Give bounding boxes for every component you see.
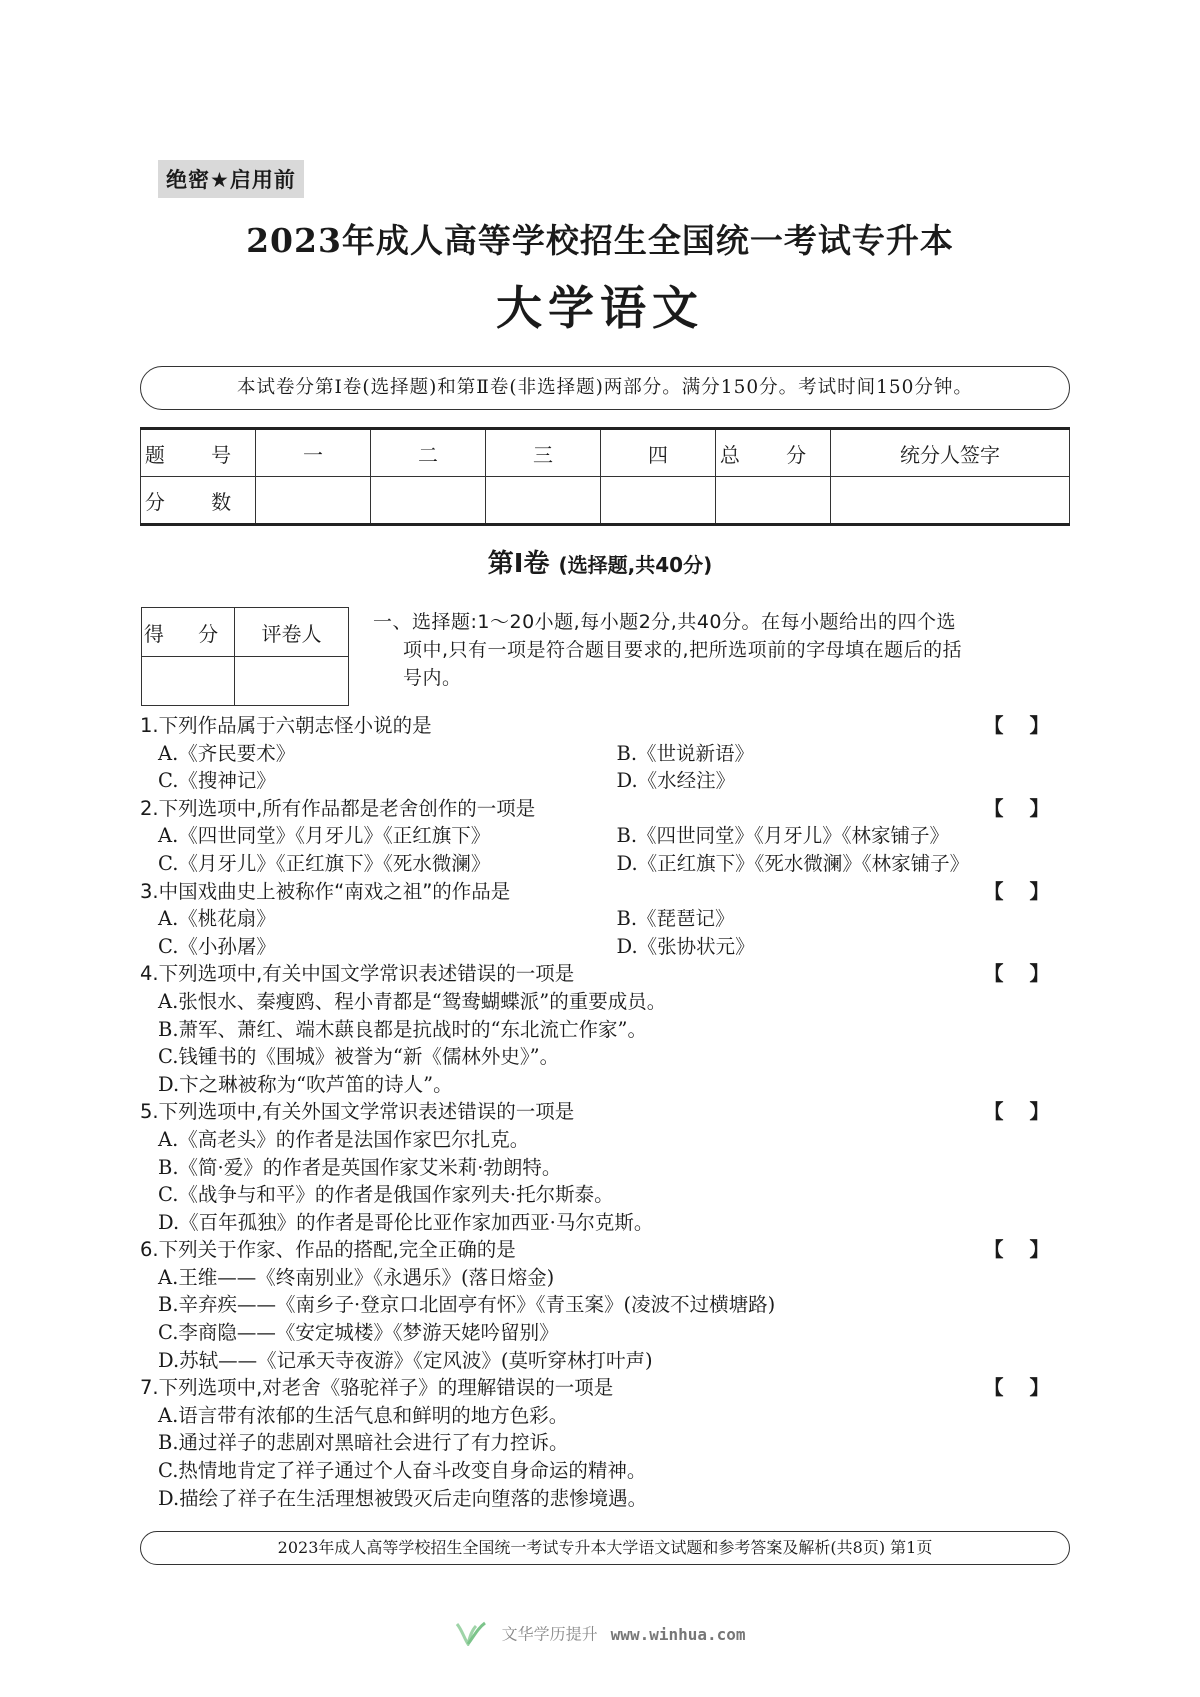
score-cell: 分 数 — [141, 477, 256, 525]
option: D.《百年孤独》的作者是哥伦比亚作家加西亚·马尔克斯。 — [158, 1210, 654, 1234]
question-item — [140, 878, 1075, 961]
answer-bracket[interactable]: 【】 — [983, 962, 1075, 986]
option: D.卞之琳被称为“吹芦笛的诗人”。 — [158, 1072, 453, 1096]
question-list — [140, 712, 1075, 1512]
question-stem: 4.下列选项中,有关中国文学常识表述错误的一项是 — [140, 962, 575, 986]
grader-score-label: 得 分 — [142, 608, 235, 657]
section-heading-line: 号内。 — [403, 667, 462, 689]
exam-instructions: 本试卷分第Ⅰ卷(选择题)和第Ⅱ卷(非选择题)两部分。满分150分。考试时间150分钟。 — [140, 366, 1070, 410]
part-title — [0, 543, 1200, 580]
option: A.《桃花扇》 — [158, 907, 276, 931]
option: A.《齐民要术》 — [158, 741, 296, 765]
score-entry-cell[interactable] — [371, 477, 486, 525]
option: D.苏轼——《记承天寺夜游》《定风波》(莫听穿林打叶声) — [158, 1348, 653, 1372]
question-item — [140, 712, 1075, 795]
option: C.《搜神记》 — [158, 769, 276, 793]
option: C.热情地肯定了祥子通过个人奋斗改变自身命运的精神。 — [158, 1459, 647, 1483]
section-heading-line: 一、选择题:1～20小题,每小题2分,共40分。在每小题给出的四个选 — [373, 611, 957, 633]
question-stem: 6.下列关于作家、作品的搭配,完全正确的是 — [140, 1238, 516, 1262]
answer-bracket[interactable]: 【】 — [983, 714, 1075, 737]
question-item — [140, 1236, 1075, 1374]
subject-title: 大学语文 — [496, 281, 704, 335]
question-item — [140, 960, 1075, 1098]
grader-score-entry[interactable] — [142, 657, 235, 706]
confidential-label: 绝密★启用前 — [158, 160, 304, 198]
page-footer: 2023年成人高等学校招生全国统一考试专升本大学语文试题和参考答案及解析(共8页) 第1页 — [140, 1531, 1070, 1565]
part-title-main: 第Ⅰ卷 — [487, 549, 550, 579]
exam-title: 2023年成人高等学校招生全国统一考试专升本 — [246, 221, 954, 260]
question-stem: 7.下列选项中,对老舍《骆驼祥子》的理解错误的一项是 — [140, 1376, 614, 1400]
option: D.《张协状元》 — [616, 934, 755, 958]
option: B.《四世同堂》《月牙儿》《林家铺子》 — [616, 824, 950, 848]
part-title-sub: (选择题,共40分) — [558, 553, 713, 577]
score-cell: 题 号 — [141, 429, 256, 477]
question-item — [140, 1098, 1075, 1236]
option: C.《战争与和平》的作者是俄国作家列夫·托尔斯泰。 — [158, 1183, 614, 1207]
grader-name-entry[interactable] — [235, 657, 349, 706]
option: D.描绘了祥子在生活理想被毁灭后走向堕落的悲惨境遇。 — [158, 1486, 648, 1510]
option: D.《正红旗下》《死水微澜》《林家铺子》 — [616, 851, 970, 875]
grader-name-label: 评卷人 — [235, 608, 349, 657]
score-cell: 总 分 — [716, 429, 831, 477]
answer-bracket[interactable]: 【】 — [983, 1238, 1075, 1262]
score-entry-cell[interactable] — [256, 477, 371, 525]
option: A.《四世同堂》《月牙儿》《正红旗下》 — [158, 824, 491, 848]
grader-table — [141, 607, 349, 706]
score-entry-cell[interactable] — [716, 477, 831, 525]
option: B.萧军、萧红、端木蕻良都是抗战时的“东北流亡作家”。 — [158, 1017, 647, 1041]
option: A.王维——《终南别业》《永遇乐》(落日熔金) — [158, 1265, 555, 1289]
score-table — [140, 427, 1070, 526]
question-item — [140, 1374, 1075, 1512]
option: C.李商隐——《安定城楼》《梦游天姥吟留别》 — [158, 1321, 559, 1345]
watermark-name: 文华学历提升 — [501, 1624, 598, 1644]
option: B.辛弃疾——《南乡子·登京口北固亭有怀》《青玉案》(凌波不过横塘路) — [158, 1293, 776, 1317]
score-entry-cell[interactable] — [601, 477, 716, 525]
score-cell: 三 — [486, 429, 601, 477]
answer-bracket[interactable]: 【】 — [983, 1100, 1075, 1124]
option: C.钱锺书的《围城》被誉为“新《儒林外史》”。 — [158, 1045, 560, 1069]
watermark — [0, 1620, 1200, 1650]
score-cell: 二 — [371, 429, 486, 477]
watermark-site[interactable]: www.winhua.com — [610, 1624, 746, 1644]
option: C.《月牙儿》《正红旗下》《死水微澜》 — [158, 851, 491, 875]
score-cell: 四 — [601, 429, 716, 477]
question-stem: 2.下列选项中,所有作品都是老舍创作的一项是 — [140, 796, 536, 820]
score-entry-cell[interactable] — [486, 477, 601, 525]
section-heading — [373, 608, 1073, 692]
answer-bracket[interactable]: 【】 — [983, 1376, 1075, 1400]
question-stem: 1.下列作品属于六朝志怪小说的是 — [140, 714, 432, 737]
option: B.通过祥子的悲剧对黑暗社会进行了有力控诉。 — [158, 1431, 569, 1455]
option: B.《琵琶记》 — [616, 907, 735, 931]
score-table-header-row — [141, 429, 1070, 477]
option: B.《简·爱》的作者是英国作家艾米莉·勃朗特。 — [158, 1155, 562, 1179]
option: B.《世说新语》 — [616, 741, 755, 765]
option: A.语言带有浓郁的生活气息和鲜明的地方色彩。 — [158, 1403, 569, 1427]
option: A.《高老头》的作者是法国作家巴尔扎克。 — [158, 1127, 530, 1151]
question-stem: 5.下列选项中,有关外国文学常识表述错误的一项是 — [140, 1100, 575, 1124]
section-heading-line: 项中,只有一项是符合题目要求的,把所选项前的字母填在题后的括 — [403, 639, 963, 661]
answer-bracket[interactable]: 【】 — [983, 796, 1075, 820]
answer-bracket[interactable]: 【】 — [983, 879, 1075, 903]
option: A.张恨水、秦瘦鸥、程小青都是“鸳鸯蝴蝶派”的重要成员。 — [158, 989, 667, 1013]
score-cell: 一 — [256, 429, 371, 477]
option: D.《水经注》 — [616, 769, 736, 793]
signature-entry-cell[interactable] — [831, 477, 1070, 525]
option: C.《小孙屠》 — [158, 934, 276, 958]
leaf-logo-icon — [454, 1620, 488, 1650]
score-cell: 统分人签字 — [831, 429, 1070, 477]
question-item — [140, 795, 1075, 878]
question-stem: 3.中国戏曲史上被称作“南戏之祖”的作品是 — [140, 879, 511, 903]
score-table-score-row — [141, 477, 1070, 525]
